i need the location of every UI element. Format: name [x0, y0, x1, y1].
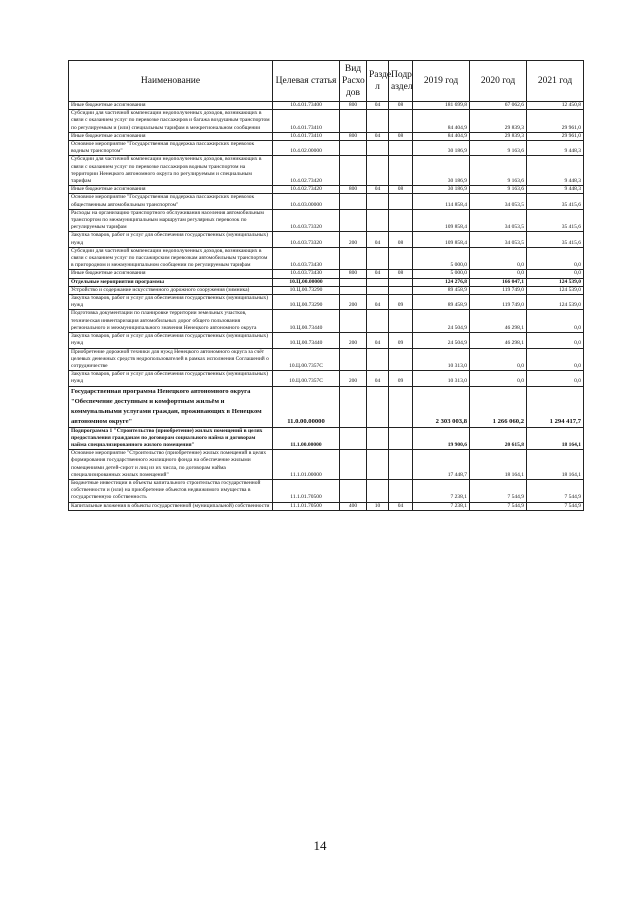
row-name-cell: Субсидии для частичной компенсации недополученных доходов, возникающих в связи с оказанием услуг по перевозке пассажиров и багажа воздушным транспортом по регулируемым и (или) специальным тарифам в межрегиональном сообщении [69, 110, 273, 133]
expense-kind-cell [340, 386, 367, 427]
amount-2019-cell: 30 186,9 [413, 186, 470, 194]
expense-kind-cell [340, 194, 367, 209]
table-row [69, 333, 584, 348]
subsection-cell [389, 479, 413, 502]
header-expense-kind: Вид Расхо дов [340, 61, 367, 102]
amount-2020-cell: 34 053,5 [470, 194, 527, 209]
row-name-cell: Подпрограмма 1 "Строительство (приобретение) жилых помещений в целях предоставления гражданам по договорам социального найма и договорам найма специализированного жилого помещения" [69, 427, 273, 450]
row-name-cell: Закупка товаров, работ и услуг для обеспечения государственных (муниципальных) нужд [69, 295, 273, 310]
amount-2021-cell: 29 961,0 [527, 132, 584, 140]
section-cell [367, 479, 389, 502]
target-article-cell: 11.1.00.00000 [273, 427, 340, 450]
header-section: Разде л [367, 61, 389, 102]
amount-2021-cell: 0,0 [527, 348, 584, 371]
amount-2019-cell: 30 186,9 [413, 141, 470, 156]
amount-2020-cell: 46 298,1 [470, 333, 527, 348]
amount-2021-cell: 0,0 [527, 247, 584, 270]
table-row [69, 186, 584, 194]
subsection-cell [389, 194, 413, 209]
amount-2019-cell: 10 313,0 [413, 348, 470, 371]
table-header-row [69, 61, 584, 102]
subsection-cell: 09 [389, 295, 413, 310]
section-cell [367, 450, 389, 480]
section-cell [367, 278, 389, 286]
amount-2021-cell: 7 544,9 [527, 502, 584, 510]
page-number: 14 [313, 838, 327, 853]
budget-table [68, 60, 584, 511]
target-article-cell: 11.1.01.70500 [273, 479, 340, 502]
table-row [69, 348, 584, 371]
amount-2021-cell: 0,0 [527, 371, 584, 386]
amount-2019-cell: 30 186,9 [413, 156, 470, 186]
expense-kind-cell [340, 278, 367, 286]
expense-kind-cell [340, 156, 367, 186]
section-cell: 04 [367, 371, 389, 386]
row-name-cell: Закупка товаров, работ и услуг для обеспечения государственных (муниципальных) нужд [69, 333, 273, 348]
subsection-cell [389, 310, 413, 333]
expense-kind-cell: 800 [340, 132, 367, 140]
table-row [69, 102, 584, 110]
section-cell [367, 310, 389, 333]
section-cell: 04 [367, 232, 389, 247]
amount-2021-cell: 9 448,3 [527, 141, 584, 156]
target-article-cell: 11.1.01.00000 [273, 450, 340, 480]
table-row [69, 110, 584, 133]
amount-2021-cell: 124 539,0 [527, 278, 584, 286]
row-name-cell: Иные бюджетные ассигнования [69, 270, 273, 278]
amount-2019-cell: 84 404,9 [413, 132, 470, 140]
amount-2019-cell: 5 000,0 [413, 270, 470, 278]
subsection-cell: 08 [389, 186, 413, 194]
table-row [69, 156, 584, 186]
amount-2019-cell: 114 858,4 [413, 194, 470, 209]
target-article-cell: 10.4.03.73320 [273, 232, 340, 247]
amount-2021-cell: 18 164,1 [527, 427, 584, 450]
target-article-cell: 10.Ц.00.73290 [273, 295, 340, 310]
subsection-cell [389, 247, 413, 270]
table-row [69, 295, 584, 310]
table-row [69, 479, 584, 502]
amount-2020-cell: 20 615,8 [470, 427, 527, 450]
header-year-2020: 2020 год [470, 61, 527, 102]
target-article-cell: 10.Ц.00.7357С [273, 348, 340, 371]
section-cell [367, 286, 389, 294]
header-year-2021: 2021 год [527, 61, 584, 102]
row-name-cell: Закупка товаров, работ и услуг для обеспечения государственных (муниципальных) нужд [69, 371, 273, 386]
amount-2020-cell: 18 164,1 [470, 450, 527, 480]
amount-2021-cell: 35 415,6 [527, 194, 584, 209]
amount-2020-cell: 7 544,9 [470, 479, 527, 502]
table-row [69, 427, 584, 450]
target-article-cell: 10.4.02.73420 [273, 156, 340, 186]
row-name-cell: Иные бюджетные ассигнования [69, 132, 273, 140]
subsection-cell [389, 278, 413, 286]
table-row [69, 132, 584, 140]
section-cell: 04 [367, 186, 389, 194]
section-cell [367, 194, 389, 209]
expense-kind-cell [340, 286, 367, 294]
target-article-cell: 10.4.03.73430 [273, 270, 340, 278]
target-article-cell: 10.Ц.00.73440 [273, 333, 340, 348]
subsection-cell [389, 427, 413, 450]
row-name-cell: Основное мероприятие "Государственная поддержка пассажирских перевозок общественным автомобильным транспортом" [69, 194, 273, 209]
table-row [69, 450, 584, 480]
target-article-cell: 10.4.01.73400 [273, 102, 340, 110]
section-cell: 04 [367, 270, 389, 278]
row-name-cell: Закупка товаров, работ и услуг для обеспечения государственных (муниципальных) нужд [69, 232, 273, 247]
amount-2021-cell: 0,0 [527, 270, 584, 278]
amount-2020-cell: 9 163,6 [470, 141, 527, 156]
expense-kind-cell [340, 310, 367, 333]
amount-2019-cell: 84 404,9 [413, 110, 470, 133]
expense-kind-cell [340, 247, 367, 270]
header-year-2019: 2019 год [413, 61, 470, 102]
amount-2020-cell: 34 053,5 [470, 232, 527, 247]
table-row [69, 232, 584, 247]
header-target-article: Целевая статья [273, 61, 340, 102]
amount-2020-cell: 119 749,0 [470, 286, 527, 294]
amount-2019-cell: 109 858,4 [413, 209, 470, 232]
amount-2021-cell: 124 539,0 [527, 295, 584, 310]
expense-kind-cell: 200 [340, 232, 367, 247]
subsection-cell [389, 110, 413, 133]
section-cell [367, 141, 389, 156]
amount-2020-cell: 29 839,3 [470, 132, 527, 140]
row-name-cell: Государственная программа Ненецкого автономного округа "Обеспечение доступным и комфортным жильём и коммунальными услугами граждан, проживающих в Ненецком автономном округе" [69, 386, 273, 427]
amount-2020-cell: 0,0 [470, 270, 527, 278]
row-name-cell: Иные бюджетные ассигнования [69, 186, 273, 194]
expense-kind-cell [340, 479, 367, 502]
expense-kind-cell: 800 [340, 186, 367, 194]
expense-kind-cell: 400 [340, 502, 367, 510]
subsection-cell: 04 [389, 502, 413, 510]
amount-2020-cell: 0,0 [470, 247, 527, 270]
subsection-cell: 08 [389, 102, 413, 110]
target-article-cell: 10.4.02.00000 [273, 141, 340, 156]
section-cell [367, 348, 389, 371]
amount-2019-cell: 181 699,8 [413, 102, 470, 110]
row-name-cell: Капитальные вложения в объекты государственной (муниципальной) собственности [69, 502, 273, 510]
section-cell: 04 [367, 132, 389, 140]
amount-2021-cell: 18 164,1 [527, 450, 584, 480]
expense-kind-cell: 200 [340, 333, 367, 348]
expense-kind-cell [340, 450, 367, 480]
expense-kind-cell [340, 110, 367, 133]
table-row [69, 502, 584, 510]
amount-2021-cell: 0,0 [527, 310, 584, 333]
amount-2019-cell: 124 276,8 [413, 278, 470, 286]
target-article-cell: 10.4.01.73410 [273, 132, 340, 140]
amount-2021-cell: 9 448,3 [527, 186, 584, 194]
expense-kind-cell: 200 [340, 295, 367, 310]
amount-2020-cell: 0,0 [470, 371, 527, 386]
section-cell: 10 [367, 502, 389, 510]
subsection-cell [389, 286, 413, 294]
amount-2019-cell: 17 448,7 [413, 450, 470, 480]
target-article-cell: 10.Ц.00.73440 [273, 310, 340, 333]
amount-2020-cell: 0,0 [470, 348, 527, 371]
amount-2019-cell: 7 238,1 [413, 479, 470, 502]
amount-2020-cell: 166 047,1 [470, 278, 527, 286]
header-name: Наименование [69, 61, 273, 102]
row-name-cell: Иные бюджетные ассигнования [69, 102, 273, 110]
amount-2021-cell: 35 415,6 [527, 209, 584, 232]
amount-2019-cell: 89 458,9 [413, 286, 470, 294]
subsection-cell [389, 141, 413, 156]
target-article-cell: 10.Ц.00.73290 [273, 286, 340, 294]
section-cell: 04 [367, 295, 389, 310]
amount-2019-cell: 2 303 003,8 [413, 386, 470, 427]
amount-2019-cell: 19 900,6 [413, 427, 470, 450]
subsection-cell [389, 209, 413, 232]
section-cell [367, 427, 389, 450]
expense-kind-cell [340, 348, 367, 371]
target-article-cell: 11.0.00.00000 [273, 386, 340, 427]
subsection-cell: 09 [389, 333, 413, 348]
row-name-cell: Субсидии для частичной компенсации недополученных доходов, возникающих в связи с оказанием услуг по перевозке пассажиров водным транспортом на территории Ненецкого автономного округа по регулируемым и специальным тарифам [69, 156, 273, 186]
target-article-cell: 10.4.02.73420 [273, 186, 340, 194]
amount-2019-cell: 5 000,0 [413, 247, 470, 270]
amount-2019-cell: 7 238,1 [413, 502, 470, 510]
table-row [69, 310, 584, 333]
subsection-cell: 08 [389, 132, 413, 140]
amount-2020-cell: 34 053,5 [470, 209, 527, 232]
amount-2021-cell: 29 961,0 [527, 110, 584, 133]
expense-kind-cell: 800 [340, 270, 367, 278]
expense-kind-cell: 800 [340, 102, 367, 110]
expense-kind-cell [340, 141, 367, 156]
amount-2019-cell: 10 313,0 [413, 371, 470, 386]
subsection-cell: 08 [389, 270, 413, 278]
table-row [69, 371, 584, 386]
amount-2020-cell: 9 163,6 [470, 156, 527, 186]
row-name-cell: Основное мероприятие "Строительство (приобретение) жилых помещений в целях формирования государственного жилищного фонда на обеспечение жилыми помещениями детей-сирот и лиц из их числа, по договорам найма специализированных жилых помещений" [69, 450, 273, 480]
amount-2021-cell: 12 450,8 [527, 102, 584, 110]
amount-2020-cell: 46 298,1 [470, 310, 527, 333]
subsection-cell [389, 386, 413, 427]
table-row [69, 386, 584, 427]
target-article-cell: 10.4.01.73410 [273, 110, 340, 133]
row-name-cell: Отдельные мероприятия программы [69, 278, 273, 286]
row-name-cell: Субсидии для частичной компенсации недополученных доходов, возникающих в связи с оказанием услуг по пассажирским перевозкам автомобильным транспортом в пригородном и межмуниципальном сообщении по регулируемым тарифам [69, 247, 273, 270]
table-row [69, 278, 584, 286]
section-cell [367, 209, 389, 232]
amount-2021-cell: 9 448,3 [527, 156, 584, 186]
section-cell [367, 386, 389, 427]
section-cell [367, 247, 389, 270]
section-cell [367, 156, 389, 186]
table-row [69, 209, 584, 232]
target-article-cell: 10.4.03.73430 [273, 247, 340, 270]
subsection-cell: 08 [389, 232, 413, 247]
table-row [69, 141, 584, 156]
section-cell: 04 [367, 333, 389, 348]
subsection-cell: 09 [389, 371, 413, 386]
table-row [69, 286, 584, 294]
expense-kind-cell [340, 209, 367, 232]
amount-2021-cell: 1 294 417,7 [527, 386, 584, 427]
subsection-cell [389, 348, 413, 371]
amount-2020-cell: 67 062,6 [470, 102, 527, 110]
target-article-cell: 10.Ц.00.00000 [273, 278, 340, 286]
row-name-cell: Расходы на организацию транспортного обслуживания населения автомобильным транспортом по межмуниципальным маршрутам регулярных перевозок по регулируемым тарифам [69, 209, 273, 232]
subsection-cell [389, 450, 413, 480]
row-name-cell: Подготовка документации по планировке территории земельных участков, техническая инвентаризация автомобильных дорог общего пользования регионального и межмуниципального значения Ненецкого автономного округа [69, 310, 273, 333]
amount-2021-cell: 35 415,6 [527, 232, 584, 247]
amount-2020-cell: 29 839,3 [470, 110, 527, 133]
amount-2021-cell: 7 544,9 [527, 479, 584, 502]
target-article-cell: 10.4.03.73320 [273, 209, 340, 232]
amount-2019-cell: 109 858,4 [413, 232, 470, 247]
amount-2019-cell: 24 504,9 [413, 310, 470, 333]
target-article-cell: 10.4.03.00000 [273, 194, 340, 209]
header-subsection: Подр аздел [389, 61, 413, 102]
row-name-cell: Бюджетные инвестиции в объекты капитального строительства государственной собственности и (или) на приобретение объектов недвижимого имущества в государственную собственность [69, 479, 273, 502]
target-article-cell: 11.1.01.70500 [273, 502, 340, 510]
amount-2020-cell: 9 163,6 [470, 186, 527, 194]
amount-2019-cell: 89 458,9 [413, 295, 470, 310]
row-name-cell: Приобретение дорожной техники для нужд Ненецкого автономного округа за счёт целевых денежных средств недропользователей в рамках исполнения Соглашений о сотрудничестве [69, 348, 273, 371]
section-cell [367, 110, 389, 133]
target-article-cell: 10.Ц.00.7357С [273, 371, 340, 386]
amount-2021-cell: 124 539,0 [527, 286, 584, 294]
table-row [69, 270, 584, 278]
table-row [69, 194, 584, 209]
amount-2020-cell: 119 749,0 [470, 295, 527, 310]
amount-2020-cell: 7 544,9 [470, 502, 527, 510]
row-name-cell: Устройство и содержание искусственного дорожного сооружения (зимника) [69, 286, 273, 294]
row-name-cell: Основное мероприятие "Государственная поддержка пассажирских перевозок водным транспортом" [69, 141, 273, 156]
subsection-cell [389, 156, 413, 186]
expense-kind-cell [340, 427, 367, 450]
table-row [69, 247, 584, 270]
section-cell: 04 [367, 102, 389, 110]
expense-kind-cell: 200 [340, 371, 367, 386]
amount-2020-cell: 1 266 060,2 [470, 386, 527, 427]
amount-2021-cell: 0,0 [527, 333, 584, 348]
amount-2019-cell: 24 504,9 [413, 333, 470, 348]
